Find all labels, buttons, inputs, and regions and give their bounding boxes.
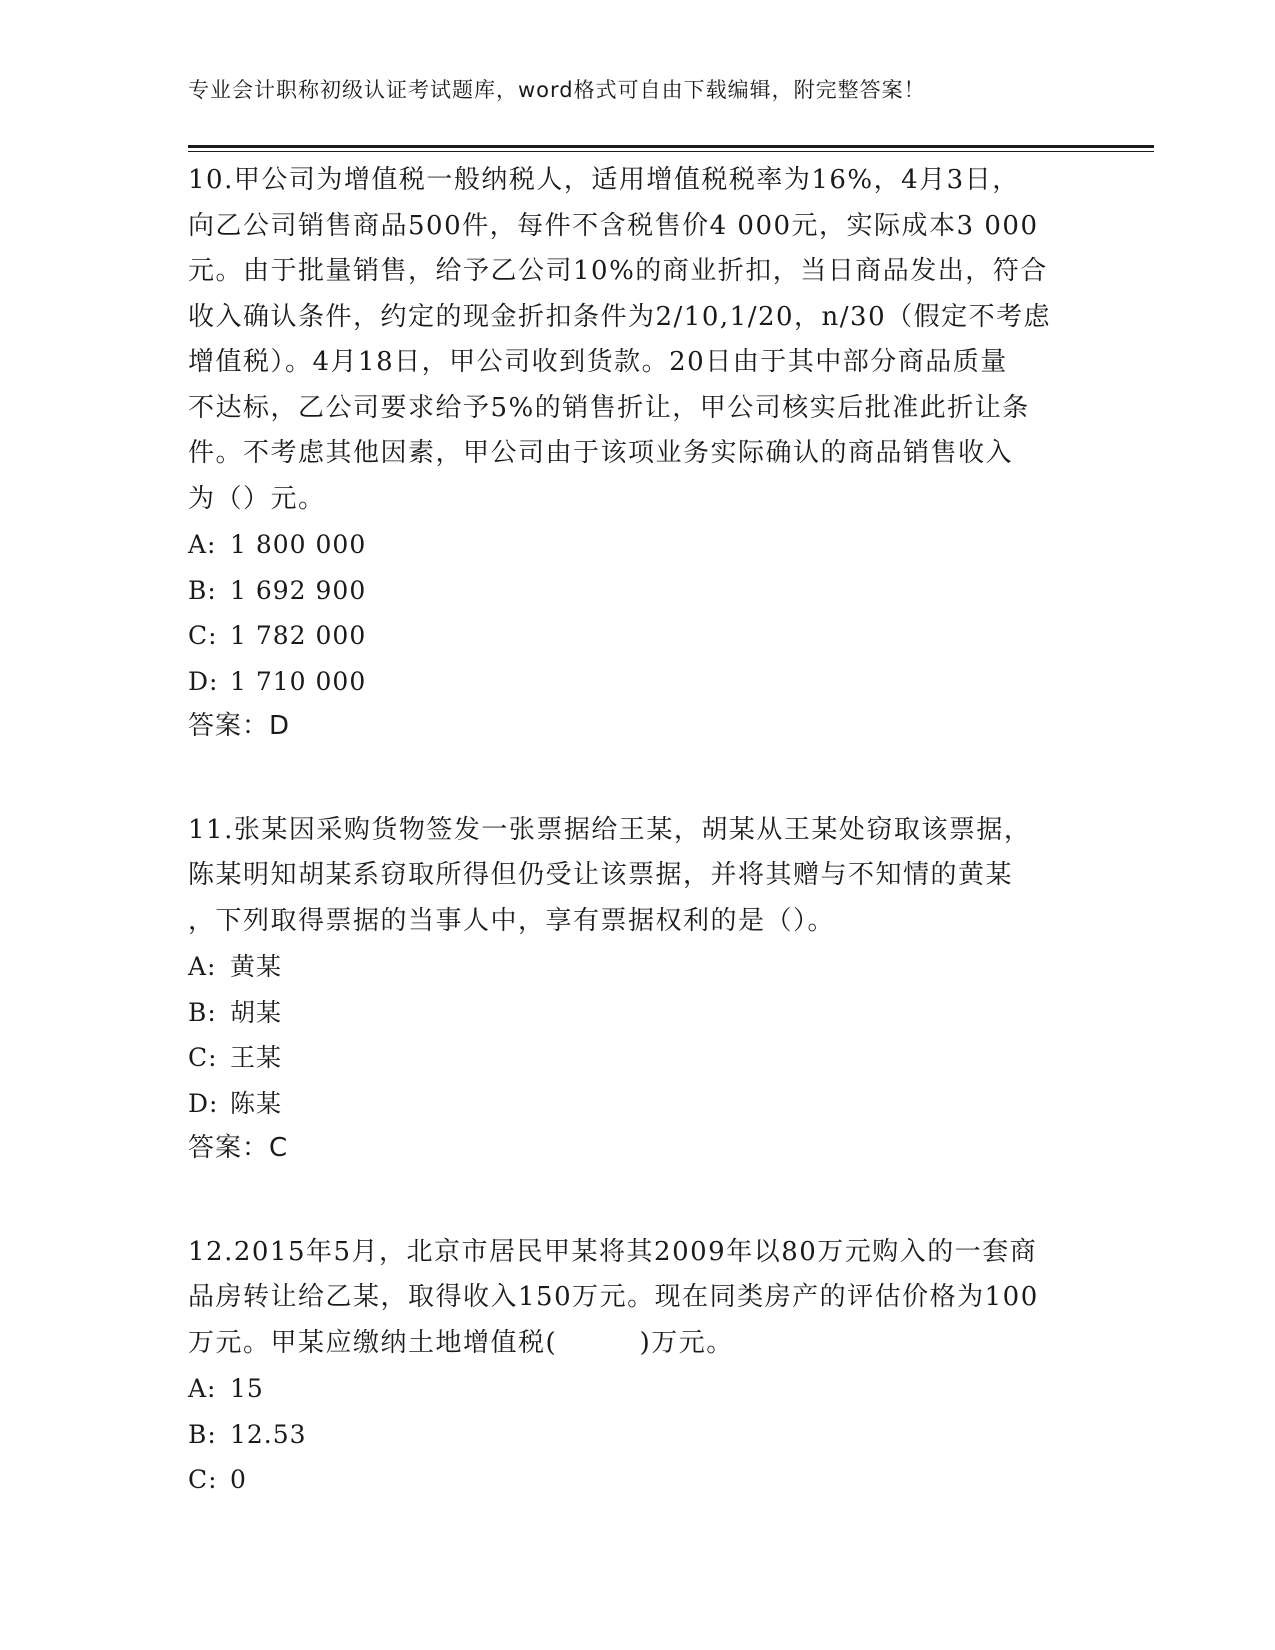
option-b bbox=[188, 990, 1088, 1036]
question-10 bbox=[188, 158, 1088, 750]
option-key: A: bbox=[188, 952, 217, 981]
option-key: C: bbox=[188, 621, 218, 650]
stem-line: 收入确认条件，约定的现金折扣条件为2/10,1/20，n/30（假定不考虑 bbox=[188, 301, 1052, 332]
option-text: 1 782 000 bbox=[230, 621, 367, 650]
stem-line: 增值税）。4月18日，甲公司收到货款。20日由于其中部分商品质量 bbox=[188, 347, 1008, 377]
option-key: A: bbox=[188, 1374, 217, 1403]
answer-line: 答案：D bbox=[188, 711, 291, 741]
question-list bbox=[188, 158, 1088, 1503]
question-stem bbox=[188, 158, 1088, 522]
question-12 bbox=[188, 1230, 1088, 1503]
option-b bbox=[188, 1412, 1088, 1458]
stem-line: 品房转让给乙某，取得收入150万元。现在同类房产的评估价格为100 bbox=[188, 1282, 1039, 1312]
stem-line: 12.2015年5月，北京市居民甲某将其2009年以80万元购入的一套商 bbox=[188, 1236, 1038, 1267]
stem-line: 11.张某因采购货物签发一张票据给王某，胡某从王某处窃取该票据， bbox=[188, 814, 1032, 845]
option-a bbox=[188, 522, 1088, 568]
option-key: B: bbox=[188, 997, 217, 1027]
option-text: 1 800 000 bbox=[230, 530, 367, 559]
option-key: B: bbox=[188, 1419, 217, 1449]
question-spacer bbox=[188, 1172, 1088, 1230]
option-a bbox=[188, 944, 1088, 990]
option-d bbox=[188, 1081, 1088, 1127]
option-c bbox=[188, 1457, 1088, 1503]
option-key: C: bbox=[188, 1465, 218, 1494]
stem-line: 为（）元。 bbox=[188, 483, 326, 514]
option-key: D: bbox=[188, 1088, 219, 1118]
option-a bbox=[188, 1366, 1088, 1412]
stem-line: ，下列取得票据的当事人中，享有票据权利的是（）。 bbox=[188, 905, 836, 936]
question-11 bbox=[188, 808, 1088, 1172]
option-key: C: bbox=[188, 1043, 218, 1072]
option-text: 0 bbox=[230, 1465, 247, 1494]
stem-line: 万元。甲某应缴纳土地增值税( )万元。 bbox=[188, 1327, 734, 1358]
option-text: 1 710 000 bbox=[230, 666, 367, 696]
option-c bbox=[188, 1035, 1088, 1081]
question-stem bbox=[188, 808, 1088, 945]
option-d bbox=[188, 659, 1088, 705]
stem-line: 件。不考虑其他因素，甲公司由于该项业务实际确认的商品销售收入 bbox=[188, 438, 1014, 468]
stem-line: 陈某明知胡某系窃取所得但仍受让该票据，并将其赠与不知情的黄某 bbox=[188, 860, 1014, 890]
stem-line: 元。由于批量销售，给予乙公司10%的商业折扣，当日商品发出，符合 bbox=[188, 256, 1048, 286]
header-rule-thin bbox=[188, 151, 1154, 152]
stem-line: 不达标，乙公司要求给予5%的销售折让，甲公司核实后批准此折让条 bbox=[188, 392, 1030, 423]
option-text: 12.53 bbox=[230, 1419, 307, 1449]
option-key: B: bbox=[188, 575, 217, 605]
option-text: 王某 bbox=[230, 1043, 283, 1072]
option-text: 1 692 900 bbox=[230, 575, 367, 605]
option-b bbox=[188, 568, 1088, 614]
stem-line: 向乙公司销售商品500件，每件不含税售价4 000元，实际成本3 000 bbox=[188, 210, 1039, 241]
option-key: A: bbox=[188, 530, 217, 559]
option-text: 陈某 bbox=[230, 1088, 283, 1118]
stem-line: 10.甲公司为增值税一般纳税人，适用增值税税率为16%，4月3日， bbox=[188, 165, 1020, 195]
option-key: D: bbox=[188, 666, 219, 696]
question-stem bbox=[188, 1230, 1088, 1367]
option-c bbox=[188, 613, 1088, 659]
option-text: 15 bbox=[230, 1374, 264, 1403]
option-text: 黄某 bbox=[230, 952, 283, 981]
question-spacer bbox=[188, 750, 1088, 808]
answer-line: 答案：C bbox=[188, 1133, 289, 1163]
header-rule-thick bbox=[188, 145, 1154, 148]
option-text: 胡某 bbox=[230, 997, 283, 1027]
page-header: 专业会计职称初级认证考试题库，word格式可自由下载编辑，附完整答案！ bbox=[188, 78, 926, 102]
